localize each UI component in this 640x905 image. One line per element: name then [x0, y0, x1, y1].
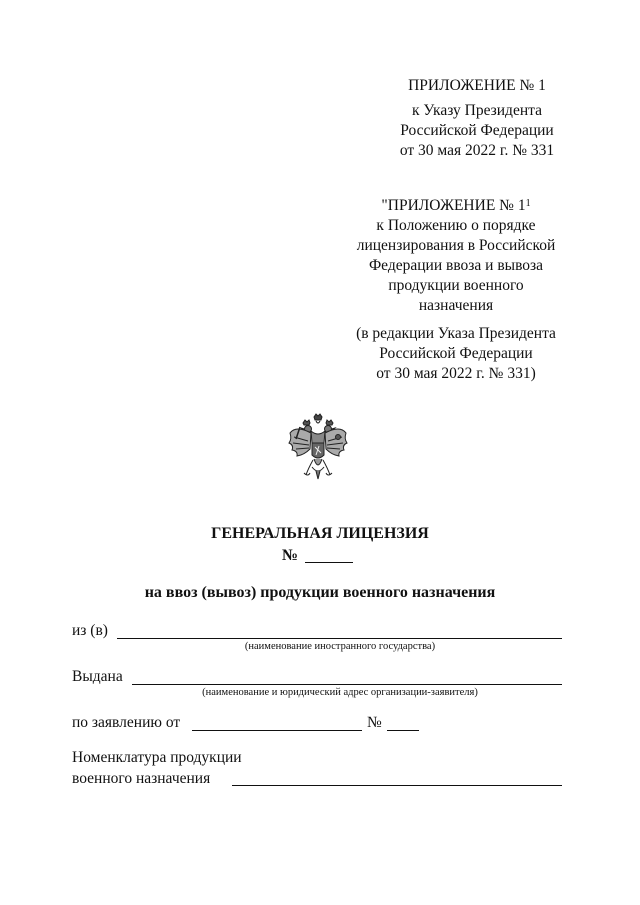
nomenclature-label-line-2: военного назначения: [72, 770, 211, 787]
edition-line-3: от 30 мая 2022 г. № 331): [376, 365, 536, 382]
appendix-1-title: ПРИЛОЖЕНИЕ № 1: [408, 77, 546, 94]
application-label: по заявлению от: [72, 714, 181, 731]
appendix-1-1-block: [340, 196, 572, 384]
appendix-1-line-1: к Указу Президента: [412, 102, 542, 119]
from-input-line[interactable]: [117, 638, 562, 639]
license-number-label: №: [282, 547, 299, 564]
russian-coat-of-arms-icon: [286, 413, 350, 481]
nomenclature-label-line-1: Номенклатура продукции: [72, 749, 242, 766]
appendix-1-1-title-sup: 1: [525, 198, 531, 209]
appendix-1-block: [372, 76, 582, 161]
application-number-line[interactable]: [387, 730, 419, 731]
application-date-line[interactable]: [192, 730, 362, 731]
appendix-1-1-line-2: лицензирования в Российской: [356, 237, 556, 254]
license-subtitle: на ввоз (вывоз) продукции военного назначения: [144, 584, 496, 601]
license-title: ГЕНЕРАЛЬНАЯ ЛИЦЕНЗИЯ: [211, 525, 429, 542]
appendix-1-1-line-5: назначения: [418, 297, 494, 314]
issued-input-line[interactable]: [132, 684, 562, 685]
issued-label: Выдана: [72, 668, 123, 685]
edition-line-2: Российской Федерации: [379, 345, 533, 362]
from-label: из (в): [72, 622, 108, 639]
issued-caption: (наименование и юридический адрес организации-заявителя): [202, 687, 478, 698]
appendix-1-1-line-1: к Положению о порядке: [376, 217, 536, 234]
license-number-line: [305, 562, 353, 563]
application-number-label: №: [367, 714, 382, 731]
appendix-1-line-3: от 30 мая 2022 г. № 331: [399, 142, 555, 159]
appendix-1-1-title: "ПРИЛОЖЕНИЕ № 1: [381, 197, 526, 214]
appendix-1-1-line-4: продукции военного: [388, 277, 524, 294]
appendix-1-1-title-row: [340, 196, 572, 216]
from-caption: (наименование иностранного государства): [244, 641, 436, 652]
edition-line-1: (в редакции Указа Президента: [356, 325, 556, 342]
nomenclature-input-line[interactable]: [232, 785, 562, 786]
appendix-1-1-line-3: Федерации ввоза и вывоза: [368, 257, 544, 274]
appendix-1-line-2: Российской Федерации: [400, 122, 554, 139]
